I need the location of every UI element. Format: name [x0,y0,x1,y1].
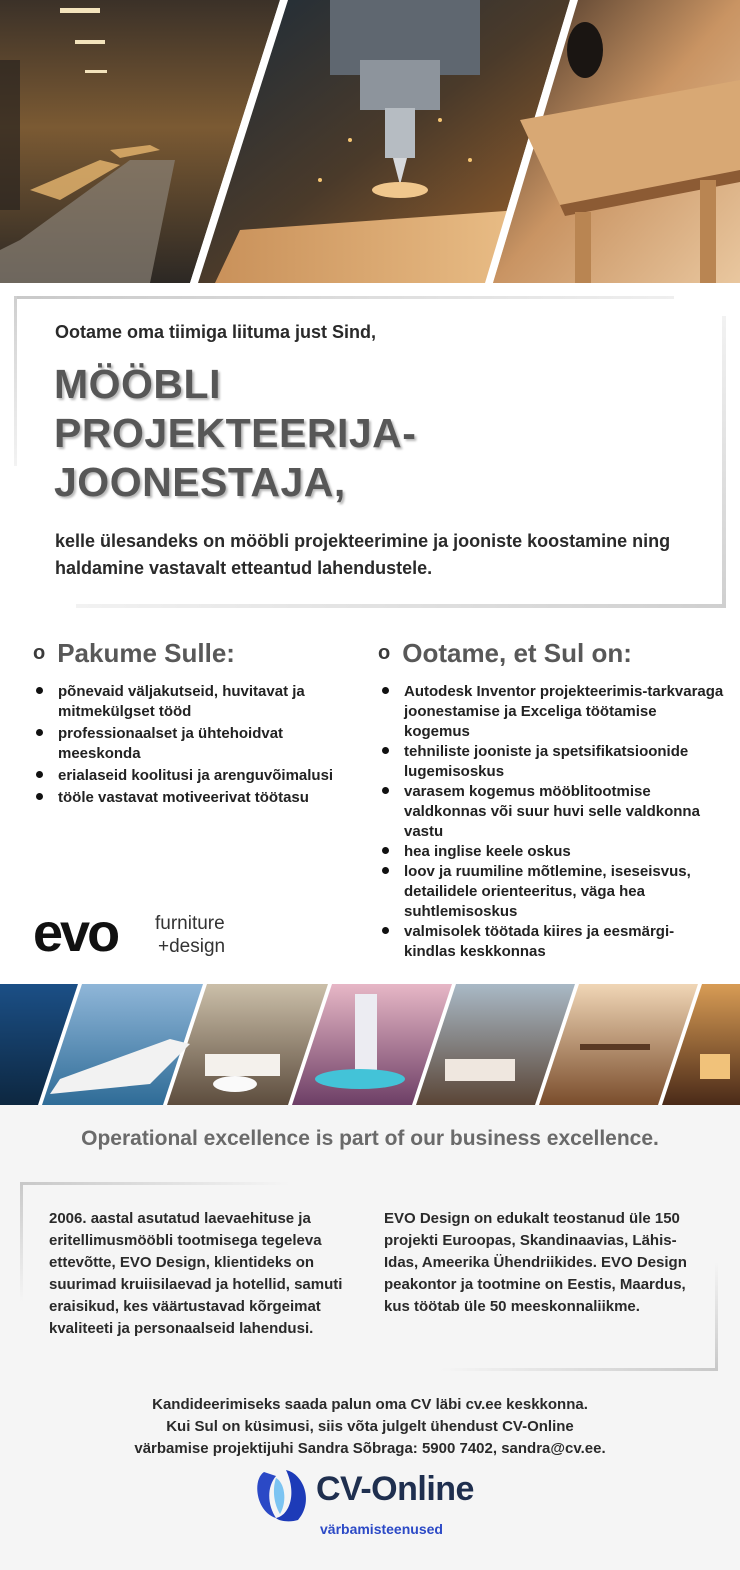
list-item: Autodesk Inventor projekteerimis-tarkvaraga joonestamise ja Exceliga töötamise kogemus [380,682,725,742]
evo-logo-line1: furniture [155,913,225,934]
hero-photo-collage [0,0,740,283]
gallery-svg [0,984,740,1105]
heading-marker: o [378,642,391,664]
cv-online-name: CV-Online [316,1470,474,1508]
contact-line: värbamise projektijuhi Sandra Sõbraga: 5900 7402, sandra@cv.ee. [134,1440,606,1457]
evo-logo-svg [33,905,243,965]
cv-online-subtitle: värbamisteenused [320,1521,443,1537]
evo-logo-mark: evo [33,905,118,963]
list-item: varasem kogemus mööblitootmise valdkonnas või suur huvi selle valdkonna vastu [380,782,725,842]
projects-photo-strip [0,984,740,1105]
offer-list [34,682,344,810]
requirements-heading [378,638,632,669]
list-item: tehniliste jooniste ja spetsifikatsioonide lugemisoskus [380,742,725,782]
job-title-line: PROJEKTEERIJA- [54,410,417,456]
cv-online-mark-icon [254,1466,314,1526]
list-item: hea inglise keele oskus [380,842,725,862]
list-item: tööle vastavat motiveerivat töötasu [34,788,344,808]
list-item: loov ja ruumiline mõtlemine, iseseisvus, detailidele orienteeritus, väga hea suhtlemisoskus [380,862,725,922]
requirements-heading-text: Ootame, et Sul on: [402,638,632,668]
job-title [54,360,416,507]
intro-lead: Ootame oma tiimiga liituma just Sind, [55,322,377,342]
offer-heading [33,638,235,669]
frame-line [20,1182,23,1302]
list-item: erialaseid koolitusi ja arenguvõimalusi [34,766,344,786]
frame-line [20,1182,290,1185]
frame-line [76,604,726,608]
list-item: professionaalset ja ühtehoidvat meeskonda [34,724,344,764]
company-tagline: Operational excellence is part of our business excellence. [81,1127,659,1150]
heading-marker: o [33,642,46,664]
offer-heading-text: Pakume Sulle: [57,638,235,668]
application-contact [0,1394,740,1460]
evo-logo-line2: +design [158,936,226,957]
cv-online-logo [254,1466,494,1546]
list-item: valmisolek töötada kiires ja eesmärgi-kindlas keskkonnas [380,922,725,962]
requirements-list [380,682,725,962]
job-title-line: JOONESTAJA, [54,459,346,505]
company-about-left: 2006. aastal asutatud laevaehituse ja eritellimusmööbli tootmisega tegeleva ettevõtte, EVO Design, klientideks on suurimad kruiisilaevad ja hotellid, samuti eraisikud, kes väärtustavad kõrgeimat kvaliteeti ja personaalseid lahendusi. [49,1210,343,1337]
job-title-line: MÖÖBLI [54,361,221,407]
hero-collage-svg [0,0,740,283]
frame-line [440,1368,718,1371]
company-about-right: EVO Design on edukalt teostanud üle 150 projekti Euroopas, Skandinaavias, Lähis-Idas, Ameerika Ühendriikides. EVO Design peakontor ja tootmine on Eestis, Maardus, kus töötab üle 50 meeskonnaliikme. [384,1210,687,1315]
frame-line [715,1262,718,1370]
list-item: põnevaid väljakutseid, huvitavat ja mitmekülgset tööd [34,682,344,722]
frame-line [14,296,17,466]
evo-design-logo [33,905,243,965]
frame-line [722,316,726,608]
contact-line: Kui Sul on küsimusi, siis võta julgelt ühendust CV-Online [166,1418,574,1435]
contact-line: Kandideerimiseks saada palun oma CV läbi cv.ee keskkonna. [152,1396,588,1413]
intro-card [14,296,726,608]
frame-line [14,296,674,299]
job-task-description: kelle ülesandeks on mööbli projekteerimine ja jooniste koostamine ning haldamine vastavalt etteantud lahendustele. [55,531,671,578]
